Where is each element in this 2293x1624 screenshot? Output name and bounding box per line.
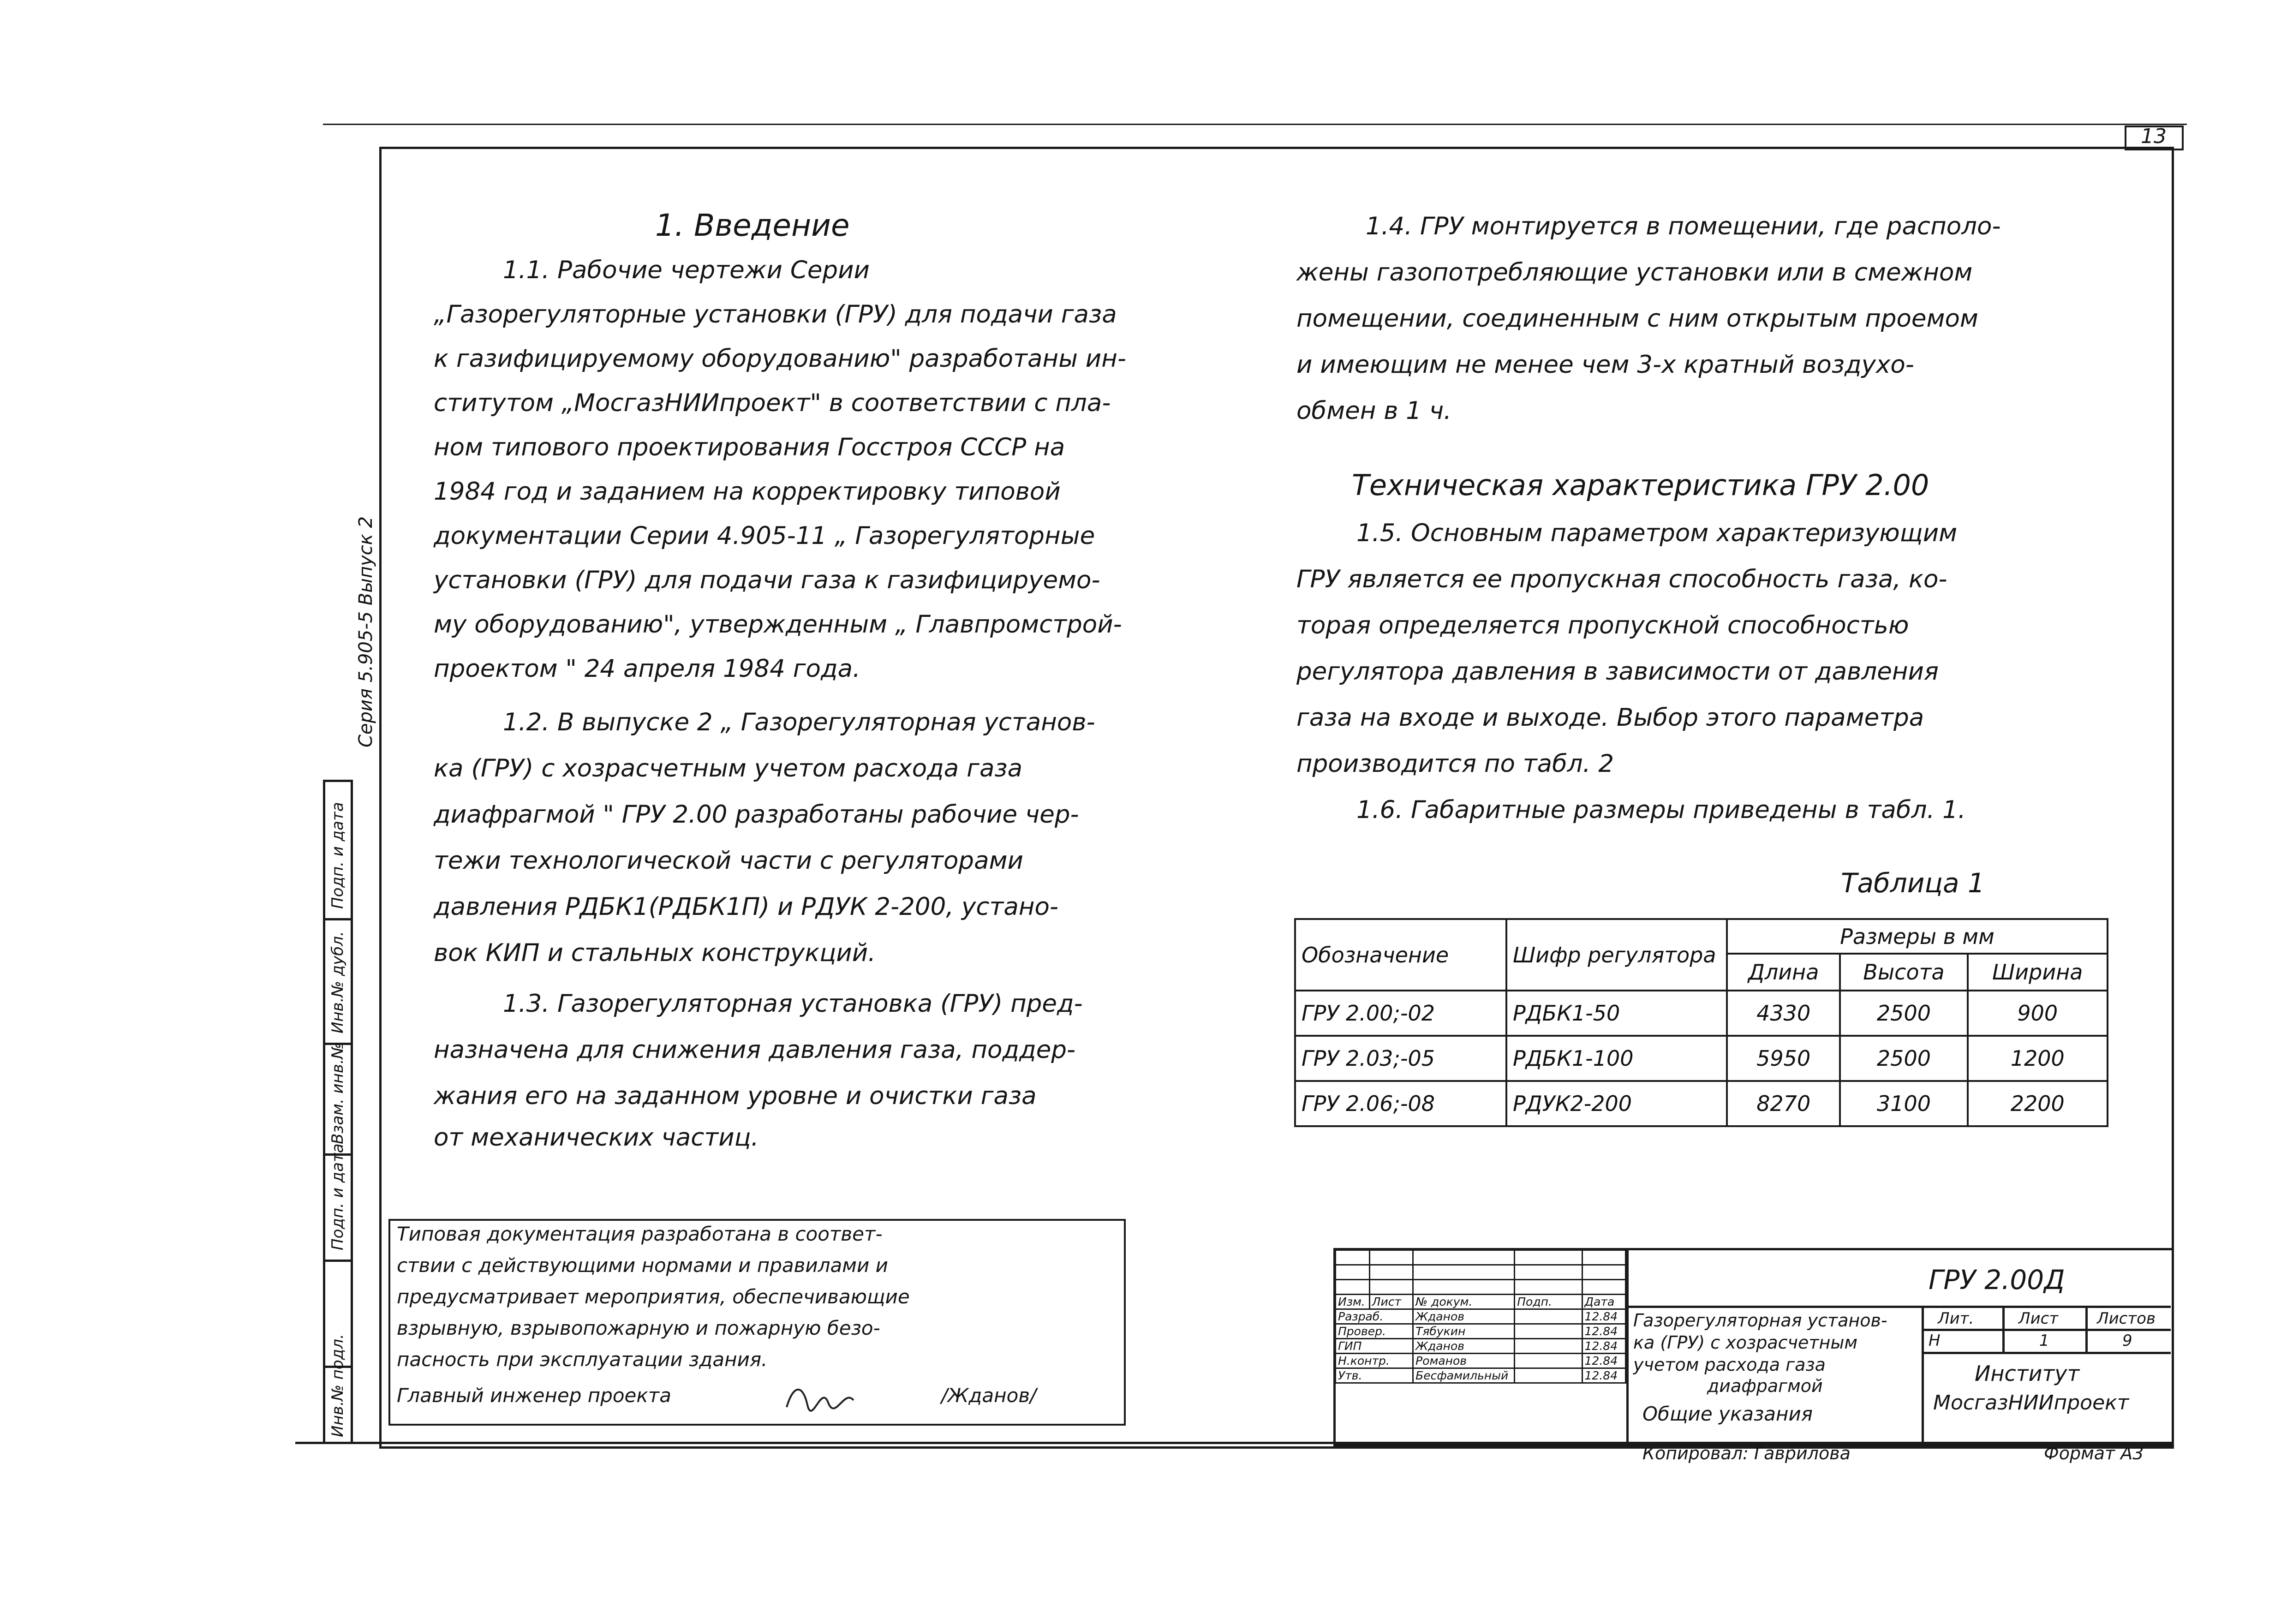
left-line-12: ка (ГРУ) с хозрасчетным учетом расхода газа — [434, 754, 1023, 782]
table-row — [1336, 1339, 1626, 1354]
table-row — [1336, 1354, 1626, 1368]
copied-by: Копировал: Гаврилова — [1642, 1443, 1851, 1463]
th-height: Высота — [1840, 954, 1967, 991]
cell: 2200 — [1968, 1081, 2108, 1126]
col-izm: Изм. — [1336, 1295, 1370, 1309]
th-designation: Обозначение — [1295, 919, 1506, 991]
left-line-2: „Газорегуляторные установки (ГРУ) для подачи газа — [434, 300, 1117, 328]
left-line-20: от механических частиц. — [434, 1123, 759, 1152]
right-line-4: и имеющим не менее чем 3-х кратный воздухо- — [1296, 351, 1914, 379]
right-line-9: регулятора давления в зависимости от давления — [1296, 657, 1939, 686]
table-row — [1336, 1368, 1626, 1383]
left-line-10: проектом " 24 апреля 1984 года. — [434, 655, 860, 683]
table1-caption: Таблица 1 — [1841, 867, 1985, 899]
note-line-1: Типовая документация разработана в соответ- — [397, 1223, 883, 1245]
role: Утв. — [1336, 1368, 1413, 1383]
left-line-15: давления РДБК1(РДБК1П) и РДУК 2-200, устано- — [434, 893, 1059, 921]
role: Н.контр. — [1336, 1354, 1413, 1368]
cell: 5950 — [1727, 1036, 1840, 1081]
left-line-8: установки (ГРУ) для подачи газа к газифицируемо- — [434, 566, 1100, 594]
left-line-14: тежи технологической части с регуляторами — [434, 847, 1023, 875]
title-line-4: диафрагмой — [1707, 1376, 1823, 1396]
role: ГИП — [1336, 1339, 1413, 1354]
left-line-16: вок КИП и стальных конструкций. — [434, 939, 876, 967]
left-line-13: диафрагмой " ГРУ 2.00 разработаны рабочие чер- — [434, 800, 1079, 829]
th-length: Длина — [1727, 954, 1840, 991]
side-stamp-label-4: Подп. и дата — [328, 1143, 347, 1250]
sheets-label: Листов — [2097, 1309, 2156, 1328]
left-column — [434, 256, 1273, 1152]
date: 12.84 — [1582, 1368, 1625, 1383]
note-text — [397, 1223, 1117, 1421]
date: 12.84 — [1582, 1324, 1625, 1339]
th-dimensions: Размеры в мм — [1727, 919, 2108, 954]
left-line-11: 1.2. В выпуске 2 „ Газорегуляторная установ- — [503, 708, 1095, 736]
right-line-1: 1.4. ГРУ монтируется в помещении, где располо- — [1366, 212, 2001, 240]
format-label: Формат А3 — [2044, 1443, 2144, 1463]
right-line-2: жены газопотребляющие установки или в смежном — [1296, 258, 1973, 287]
side-stamp-label-5: Инв.№ подл. — [328, 1334, 347, 1437]
cell: 2500 — [1840, 991, 1967, 1036]
col-list: Лист — [1369, 1295, 1413, 1309]
left-line-1: 1.1. Рабочие чертежи Серии — [503, 256, 870, 284]
person: Жданов — [1413, 1339, 1515, 1354]
page-number: 13 — [2141, 125, 2167, 148]
table-row — [1295, 991, 2108, 1036]
right-line-11: производится по табл. 2 — [1296, 750, 1614, 778]
sheet-label: Лист — [2018, 1309, 2059, 1328]
sheet-value: 1 — [2039, 1331, 2049, 1350]
series-label: Серия 5.905-5 Выпуск 2 — [355, 516, 376, 747]
right-line-12: 1.6. Габаритные размеры приведены в табл. 1. — [1356, 796, 1966, 824]
date: 12.84 — [1582, 1339, 1625, 1354]
note-line-3: предусматривает мероприятия, обеспечивающие — [397, 1285, 910, 1308]
date: 12.84 — [1582, 1309, 1625, 1324]
doc-code: ГРУ 2.00Д — [1929, 1264, 2065, 1296]
org-line-1: Институт — [1975, 1361, 2080, 1386]
col-doc: № докум. — [1413, 1295, 1515, 1309]
sheets-value: 9 — [2122, 1331, 2132, 1350]
left-line-9: му оборудованию", утвержденным „ Главпромстрой- — [434, 610, 1122, 639]
org-line-2: МосгазНИИпроект — [1933, 1391, 2129, 1415]
cell: РДУК2-200 — [1506, 1081, 1727, 1126]
right-line-6: 1.5. Основным параметром характеризующим — [1356, 519, 1958, 547]
th-width: Ширина — [1968, 954, 2108, 991]
person: Бесфамильный — [1413, 1368, 1515, 1383]
left-line-19: жания его на заданном уровне и очистки газа — [434, 1082, 1037, 1110]
table-row — [1295, 1081, 2108, 1126]
right-column-bottom — [1296, 519, 2127, 833]
cell: 4330 — [1727, 991, 1840, 1036]
lit-value: Н — [1929, 1331, 1941, 1350]
role: Провер. — [1336, 1324, 1413, 1339]
right-line-3: помещении, соединенным с ним открытым проемом — [1296, 304, 1978, 333]
side-stamp-label-1: Подп. и дата — [328, 802, 347, 909]
cell: 2500 — [1840, 1036, 1967, 1081]
chief-engineer-name: /Жданов/ — [941, 1384, 1037, 1407]
tech-heading: Техническая характеристика ГРУ 2.00 — [1352, 468, 1929, 502]
title-line-3: учетом расхода газа — [1633, 1355, 1826, 1375]
person: Романов — [1413, 1354, 1515, 1368]
note-line-4: взрывную, взрывопожарную и пожарную безо- — [397, 1317, 880, 1339]
left-line-18: назначена для снижения давления газа, поддер- — [434, 1036, 1076, 1064]
cell: РДБК1-100 — [1506, 1036, 1727, 1081]
cell: ГРУ 2.03;-05 — [1295, 1036, 1506, 1081]
table-row — [1295, 1036, 2108, 1081]
lit-label: Лит. — [1938, 1309, 1974, 1328]
col-date: Дата — [1582, 1295, 1625, 1309]
left-line-6: 1984 год и заданием на корректировку типовой — [434, 478, 1061, 506]
right-line-10: газа на входе и выходе. Выбор этого параметра — [1296, 704, 1924, 732]
role: Разраб. — [1336, 1309, 1413, 1324]
left-line-4: ститутом „МосгазНИИпроект" в соответствии с пла- — [434, 389, 1111, 417]
date: 12.84 — [1582, 1354, 1625, 1368]
cell: 3100 — [1840, 1081, 1967, 1126]
title-line-2: ка (ГРУ) с хозрасчетным — [1633, 1332, 1857, 1353]
title-line-1: Газорегуляторная установ- — [1633, 1310, 1887, 1331]
person: Жданов — [1413, 1309, 1515, 1324]
note-line-2: ствии с действующими нормами и правилами и — [397, 1254, 888, 1277]
chief-engineer-label: Главный инженер проекта — [397, 1384, 671, 1407]
table-row — [1336, 1324, 1626, 1339]
left-line-17: 1.3. Газорегуляторная установка (ГРУ) пред- — [503, 990, 1083, 1018]
right-line-5: обмен в 1 ч. — [1296, 397, 1452, 425]
right-line-8: торая определяется пропускной способностью — [1296, 611, 1909, 639]
section-heading: 1. Введение — [655, 208, 850, 243]
table-row — [1336, 1309, 1626, 1324]
person: Тябукин — [1413, 1324, 1515, 1339]
th-code: Шифр регулятора — [1506, 919, 1727, 991]
dimensions-table — [1294, 918, 2108, 1127]
note-line-5: пасность при эксплуатации здания. — [397, 1348, 768, 1371]
side-stamp-label-3: Взам. инв.№ — [328, 1042, 347, 1144]
side-stamp-label-2: Инв.№ дубл. — [328, 931, 347, 1033]
right-line-7: ГРУ является ее пропускная способность газа, ко- — [1296, 565, 1947, 593]
col-sign: Подп. — [1515, 1295, 1582, 1309]
left-line-5: ном типового проектирования Госстроя СССР на — [434, 433, 1065, 461]
cell: ГРУ 2.06;-08 — [1295, 1081, 1506, 1126]
right-column-top — [1296, 212, 2127, 434]
cell: 8270 — [1727, 1081, 1840, 1126]
cell: 1200 — [1968, 1036, 2108, 1081]
cell: 900 — [1968, 991, 2108, 1036]
doc-name: Общие указания — [1642, 1403, 1813, 1425]
left-line-3: к газифицируемому оборудованию" разработаны ин- — [434, 345, 1127, 373]
cell: РДБК1-50 — [1506, 991, 1727, 1036]
signature-mark — [784, 1379, 858, 1416]
top-edge-line — [323, 124, 2187, 125]
cell: ГРУ 2.00;-02 — [1295, 991, 1506, 1036]
signature-table — [1335, 1249, 1626, 1384]
left-line-7: документации Серии 4.905-11 „ Газорегуляторные — [434, 522, 1095, 550]
